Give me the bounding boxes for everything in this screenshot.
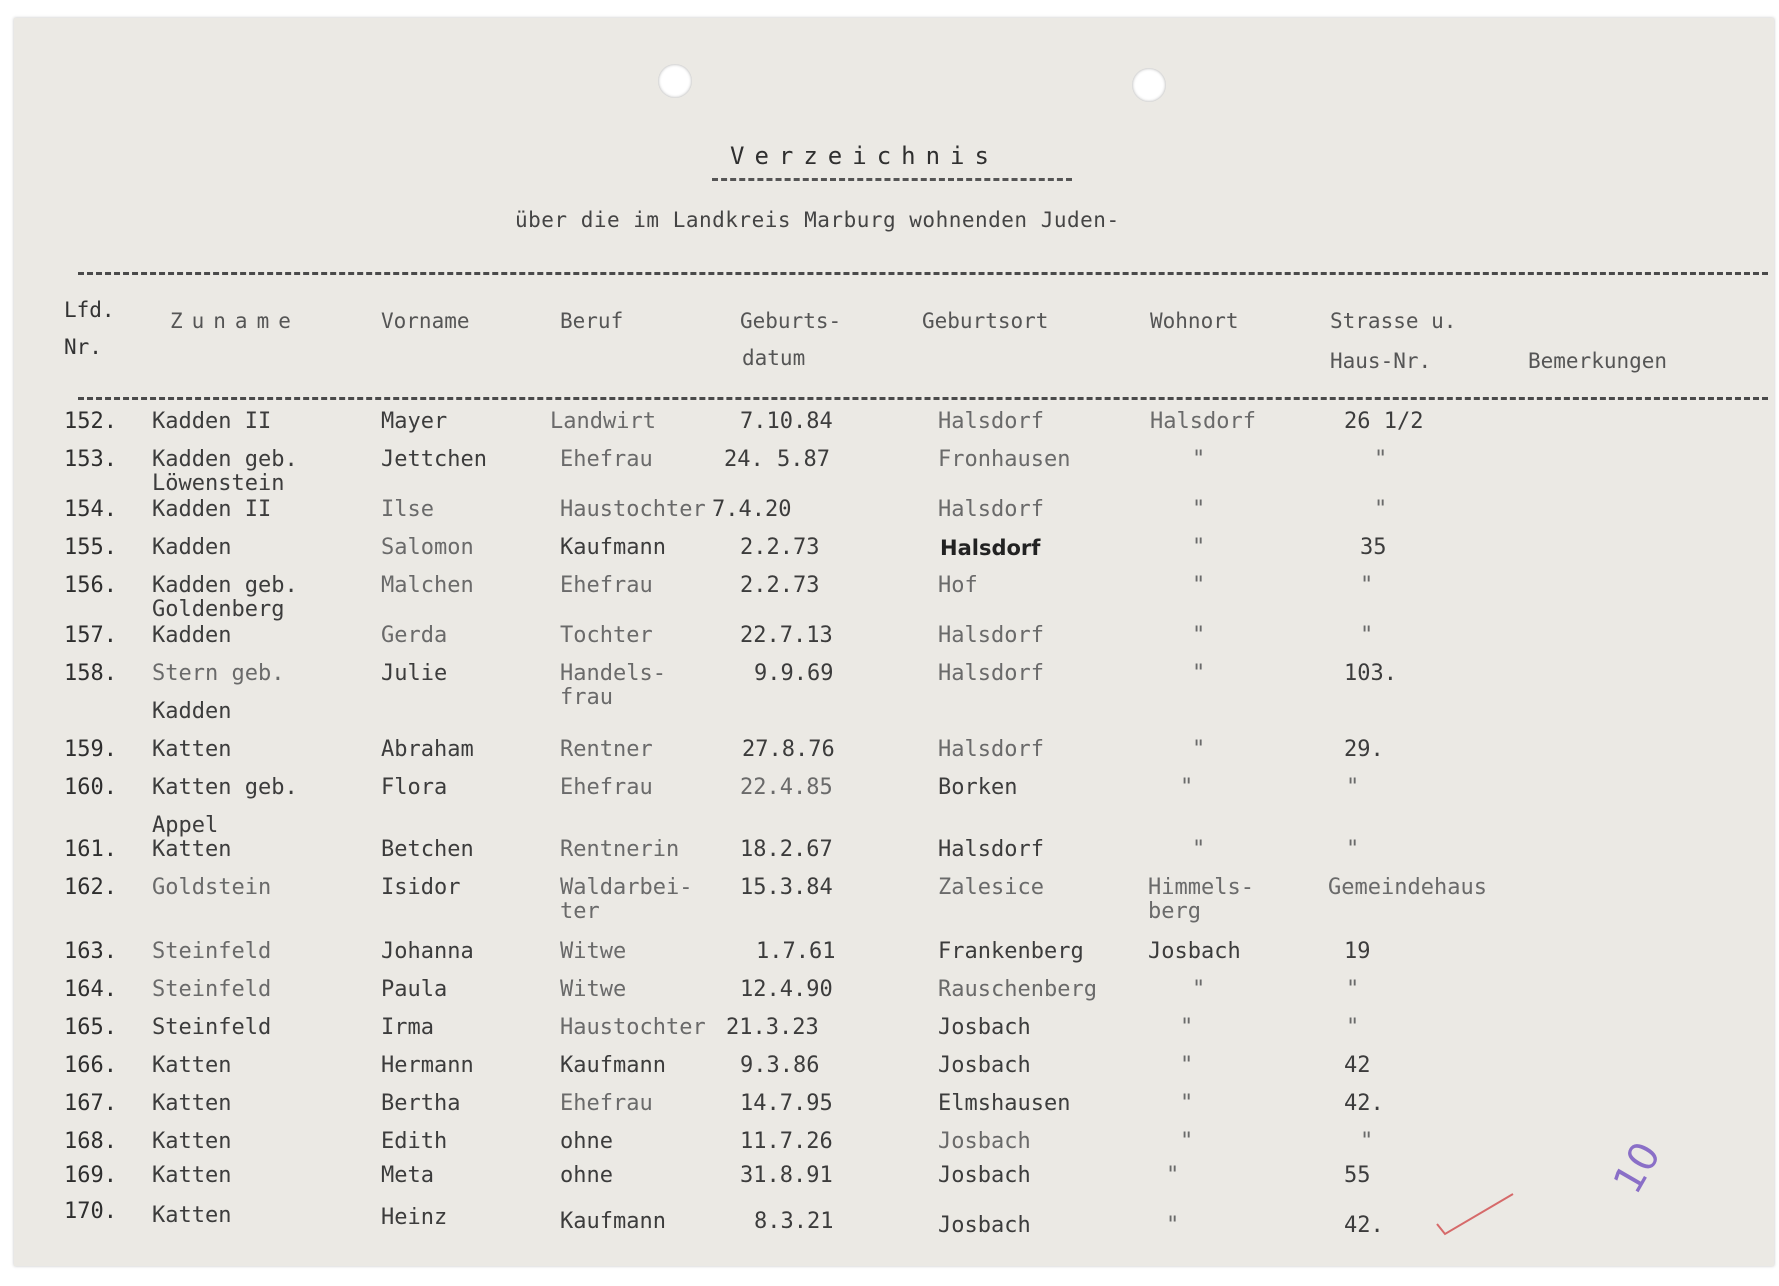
row-nr: 170. <box>64 1199 117 1224</box>
row-zuname: Katten <box>152 837 232 862</box>
title-underline <box>712 178 1072 181</box>
row-wohnort: " <box>1192 737 1206 762</box>
row-wohnort: " <box>1166 1163 1180 1188</box>
row-wohnort: " <box>1192 623 1206 648</box>
row-datum: 2.2.73 <box>740 573 820 598</box>
row-geburtsort: Josbach <box>938 1163 1031 1188</box>
row-zuname: Kadden II <box>152 409 272 434</box>
row-wohnort: " <box>1180 775 1194 800</box>
row-nr: 155. <box>64 535 117 560</box>
row-strasse: " <box>1346 1015 1360 1040</box>
row-strasse: 42. <box>1344 1091 1384 1116</box>
row-geburtsort: Elmshausen <box>938 1091 1071 1116</box>
row-geburtsort: Halsdorf <box>940 536 1041 560</box>
row-strasse: 42. <box>1344 1213 1384 1238</box>
row-nr: 157. <box>64 623 117 648</box>
row-zuname: Kadden geb. <box>152 573 298 598</box>
row-wohnort-2: berg <box>1148 899 1201 924</box>
row-beruf: Handels- <box>560 661 666 686</box>
row-geburtsort: Rauschenberg <box>938 977 1097 1002</box>
row-vorname: Paula <box>381 977 448 1002</box>
row-geburtsort: Josbach <box>938 1053 1031 1078</box>
row-zuname: Katten <box>152 1129 232 1154</box>
row-vorname: Betchen <box>381 837 474 862</box>
row-beruf: ohne <box>560 1129 613 1154</box>
row-strasse: " <box>1374 497 1388 522</box>
row-strasse: " <box>1346 775 1360 800</box>
row-wohnort: " <box>1192 573 1206 598</box>
row-geburtsort: Hof <box>938 573 978 598</box>
row-vorname: Bertha <box>381 1091 461 1116</box>
row-datum: 27.8.76 <box>742 737 835 762</box>
row-geburtsort: Halsdorf <box>938 409 1044 434</box>
paper-sheet <box>14 18 1774 1266</box>
row-strasse: " <box>1360 623 1374 648</box>
row-strasse: 19 <box>1344 939 1371 964</box>
row-wohnort: " <box>1192 447 1206 472</box>
punch-hole-right <box>1132 68 1166 102</box>
row-vorname: Abraham <box>381 737 474 762</box>
row-wohnort: " <box>1192 661 1206 686</box>
row-nr: 162. <box>64 875 117 900</box>
row-geburtsort: Halsdorf <box>938 737 1044 762</box>
row-geburtsort: Halsdorf <box>938 497 1044 522</box>
header-nr-2: Nr. <box>64 335 102 359</box>
row-beruf: Tochter <box>560 623 653 648</box>
row-beruf: Ehefrau <box>560 573 653 598</box>
row-beruf: Rentnerin <box>560 837 680 862</box>
row-nr: 154. <box>64 497 117 522</box>
row-zuname: Kadden geb. <box>152 447 298 472</box>
document-title: Verzeichnis <box>730 142 999 170</box>
row-zuname: Goldstein <box>152 875 272 900</box>
row-nr: 167. <box>64 1091 117 1116</box>
row-zuname: Kadden II <box>152 497 272 522</box>
row-beruf: ohne <box>560 1163 613 1188</box>
row-wohnort: " <box>1180 1053 1194 1078</box>
row-wohnort: Halsdorf <box>1150 409 1256 434</box>
row-nr: 166. <box>64 1053 117 1078</box>
row-strasse: 26 1/2 <box>1344 409 1424 434</box>
header-top-rule <box>78 272 1768 275</box>
row-wohnort: Josbach <box>1148 939 1241 964</box>
row-nr: 152. <box>64 409 117 434</box>
row-vorname: Johanna <box>381 939 474 964</box>
row-nr: 153. <box>64 447 117 472</box>
row-beruf: Waldarbei- <box>560 875 693 900</box>
row-nr: 165. <box>64 1015 117 1040</box>
row-beruf: Ehefrau <box>560 1091 653 1116</box>
row-beruf: Kaufmann <box>560 1053 666 1078</box>
row-datum: 15.3.84 <box>740 875 833 900</box>
row-zuname: Kadden <box>152 623 232 648</box>
row-zuname: Katten <box>152 1053 232 1078</box>
row-datum: 7.4.20 <box>712 497 792 522</box>
header-geburtsdatum-2: datum <box>742 346 806 370</box>
header-zuname: Zuname <box>170 309 300 333</box>
row-zuname: Steinfeld <box>152 1015 272 1040</box>
row-datum: 7.10.84 <box>740 409 833 434</box>
row-strasse: 103. <box>1344 661 1397 686</box>
row-beruf: Kaufmann <box>560 1209 666 1234</box>
row-geburtsort: Josbach <box>938 1015 1031 1040</box>
row-datum: 18.2.67 <box>740 837 833 862</box>
row-strasse: 29. <box>1344 737 1384 762</box>
row-datum: 8.3.21 <box>754 1209 834 1234</box>
row-beruf: Witwe <box>560 939 627 964</box>
row-geburtsort: Frankenberg <box>938 939 1084 964</box>
row-wohnort: " <box>1180 1129 1194 1154</box>
header-strasse-1: Strasse u. <box>1330 309 1457 333</box>
row-strasse: " <box>1360 573 1374 598</box>
row-strasse: 55 <box>1344 1163 1371 1188</box>
row-strasse: 42 <box>1344 1053 1371 1078</box>
row-geburtsort: Josbach <box>938 1213 1031 1238</box>
row-zuname: Katten <box>152 1203 232 1228</box>
row-wohnort: " <box>1180 1015 1194 1040</box>
row-zuname-2: Appel <box>152 813 219 838</box>
row-geburtsort: Halsdorf <box>938 661 1044 686</box>
row-zuname-2: Kadden <box>152 699 232 724</box>
row-datum: 1.7.61 <box>756 939 836 964</box>
row-zuname: Katten <box>152 737 232 762</box>
row-vorname: Edith <box>381 1129 448 1154</box>
row-datum: 21.3.23 <box>726 1015 819 1040</box>
row-vorname: Malchen <box>381 573 474 598</box>
row-datum: 24. 5.87 <box>724 447 830 472</box>
row-zuname: Steinfeld <box>152 939 272 964</box>
row-nr: 168. <box>64 1129 117 1154</box>
row-strasse: 35 <box>1360 535 1387 560</box>
row-strasse: " <box>1346 837 1360 862</box>
header-vorname: Vorname <box>381 309 470 333</box>
row-beruf: Rentner <box>560 737 653 762</box>
header-bottom-rule <box>78 397 1768 400</box>
row-datum: 2.2.73 <box>740 535 820 560</box>
row-nr: 156. <box>64 573 117 598</box>
row-datum: 9.9.69 <box>754 661 834 686</box>
row-datum: 22.4.85 <box>740 775 833 800</box>
row-vorname: Julie <box>381 661 448 686</box>
row-datum: 9.3.86 <box>740 1053 820 1078</box>
row-vorname: Flora <box>381 775 448 800</box>
row-nr: 164. <box>64 977 117 1002</box>
row-wohnort: " <box>1192 977 1206 1002</box>
row-strasse: " <box>1374 447 1388 472</box>
row-geburtsort: Fronhausen <box>938 447 1071 472</box>
red-check-mark-icon <box>1435 1190 1515 1238</box>
row-datum: 14.7.95 <box>740 1091 833 1116</box>
row-wohnort: " <box>1192 837 1206 862</box>
row-wohnort: " <box>1192 535 1206 560</box>
document-subtitle: über die im Landkreis Marburg wohnenden Juden- <box>515 208 1120 232</box>
header-geburtsdatum-1: Geburts- <box>740 309 842 333</box>
row-datum: 31.8.91 <box>740 1163 833 1188</box>
row-zuname: Stern geb. <box>152 661 285 686</box>
row-zuname: Kadden <box>152 535 232 560</box>
handwritten-page-number: 10 <box>1604 1134 1671 1202</box>
row-datum: 12.4.90 <box>740 977 833 1002</box>
row-nr: 161. <box>64 837 117 862</box>
row-beruf: Kaufmann <box>560 535 666 560</box>
row-zuname: Katten <box>152 1163 232 1188</box>
row-wohnort: " <box>1166 1213 1180 1238</box>
row-geburtsort: Halsdorf <box>938 623 1044 648</box>
row-geburtsort: Borken <box>938 775 1018 800</box>
punch-hole-left <box>658 64 692 98</box>
row-vorname: Isidor <box>381 875 461 900</box>
row-datum: 22.7.13 <box>740 623 833 648</box>
row-vorname: Ilse <box>381 497 434 522</box>
row-beruf: Ehefrau <box>560 775 653 800</box>
header-strasse-2: Haus-Nr. <box>1330 349 1432 373</box>
row-zuname: Katten <box>152 1091 232 1116</box>
row-nr: 158. <box>64 661 117 686</box>
row-strasse: " <box>1346 977 1360 1002</box>
row-beruf-2: frau <box>560 685 613 710</box>
header-beruf: Beruf <box>560 309 624 333</box>
row-vorname: Salomon <box>381 535 474 560</box>
header-nr-1: Lfd. <box>64 298 115 322</box>
row-nr: 169. <box>64 1163 117 1188</box>
row-wohnort: " <box>1180 1091 1194 1116</box>
row-geburtsort: Halsdorf <box>938 837 1044 862</box>
row-beruf: Haustochter <box>560 1015 706 1040</box>
row-vorname: Heinz <box>381 1205 448 1230</box>
row-wohnort: Himmels- <box>1148 875 1254 900</box>
row-beruf: Haustochter <box>560 497 706 522</box>
row-vorname: Gerda <box>381 623 448 648</box>
row-zuname-2: Löwenstein <box>152 471 285 496</box>
row-beruf: Ehefrau <box>560 447 653 472</box>
row-zuname: Steinfeld <box>152 977 272 1002</box>
row-geburtsort: Josbach <box>938 1129 1031 1154</box>
row-datum: 11.7.26 <box>740 1129 833 1154</box>
row-vorname: Hermann <box>381 1053 474 1078</box>
row-beruf-2: ter <box>560 899 600 924</box>
row-strasse: Gemeindehaus <box>1328 875 1487 900</box>
row-nr: 159. <box>64 737 117 762</box>
row-vorname: Meta <box>381 1163 434 1188</box>
row-zuname: Katten geb. <box>152 775 298 800</box>
header-bemerkungen: Bemerkungen <box>1528 349 1668 373</box>
row-geburtsort: Zalesice <box>938 875 1044 900</box>
row-vorname: Jettchen <box>381 447 487 472</box>
row-nr: 163. <box>64 939 117 964</box>
row-beruf: Landwirt <box>550 409 656 434</box>
row-beruf: Witwe <box>560 977 627 1002</box>
row-vorname: Mayer <box>381 409 448 434</box>
header-geburtsort: Geburtsort <box>922 309 1049 333</box>
row-vorname: Irma <box>381 1015 434 1040</box>
row-strasse: " <box>1360 1129 1374 1154</box>
row-wohnort: " <box>1192 497 1206 522</box>
header-wohnort: Wohnort <box>1150 309 1239 333</box>
row-zuname-2: Goldenberg <box>152 597 285 622</box>
row-nr: 160. <box>64 775 117 800</box>
